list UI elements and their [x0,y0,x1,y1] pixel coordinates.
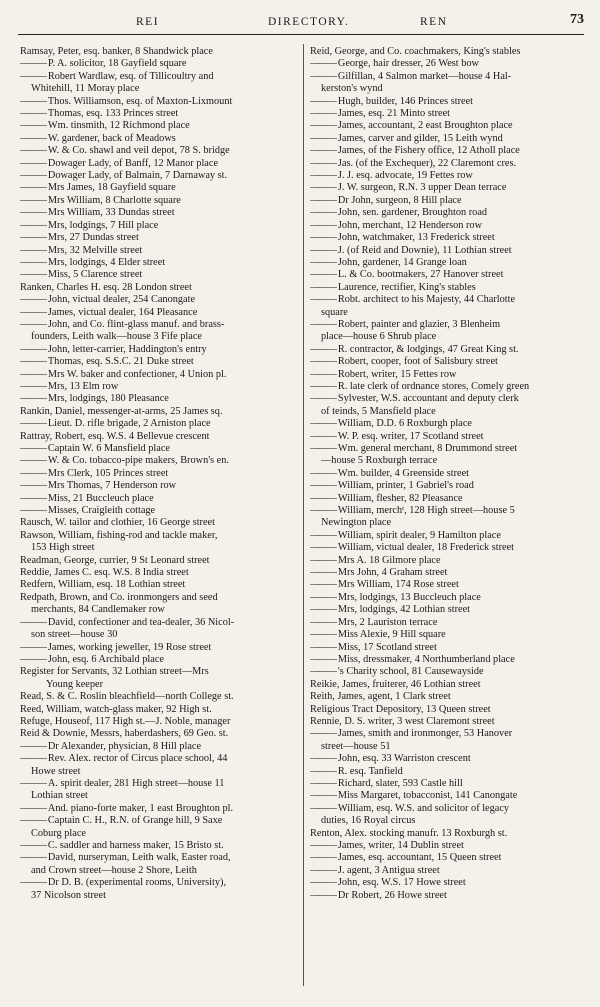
directory-entry: ——— James, of the Fishery office, 12 Atholl place [310,145,586,157]
directory-entry: street—house 51 [321,740,391,752]
directory-entry: ——— Dr John, surgeon, 8 Hill place [310,195,586,207]
left-column [20,46,300,902]
directory-entry: Reith, James, agent, 1 Clark street [310,691,451,703]
directory-entry: ——— Wm. general merchant, 8 Drummond street [310,443,586,455]
directory-entry: ——— J. W. surgeon, R.N. 3 upper Dean terrace [310,182,586,194]
directory-entry: Lothian street [31,790,88,802]
directory-entry: ——— Thos. Williamson, esq. of Maxton-Lixmount [20,96,300,108]
directory-entry: Readman, George, currier, 9 St Leonard street [20,554,210,566]
directory-entry: ——— John, and Co. flint-glass manuf. and brass- [20,319,300,331]
directory-entry: ——— John, esq. 6 Archibald place [20,654,300,666]
directory-entry: ——— James, smith and ironmonger, 53 Hanover [310,728,586,740]
directory-entry: ——— Miss, 21 Buccleuch place [20,493,300,505]
directory-entry: ——— William, D.D. 6 Roxburgh place [310,418,586,430]
directory-entry: Register for Servants, 32 Lothian street—Mrs [20,666,209,678]
directory-entry: Howe street [31,765,81,777]
directory-entry: ——— W. & Co. shawl and veil depot, 78 S. bridge [20,145,300,157]
directory-entry: ——— Dowager Lady, of Banff, 12 Manor place [20,158,300,170]
directory-entry: Rausch, W. tailor and clothier, 16 George street [20,517,215,529]
directory-entry: ——— Mrs James, 18 Gayfield square [20,182,300,194]
right-column [310,46,586,902]
directory-entry: ——— Robert, writer, 15 Fettes row [310,369,586,381]
directory-entry: ——— And. piano-forte maker, 1 east Broughton pl. [20,803,300,815]
directory-entry: ——— 's Charity school, 81 Causewayside [310,666,586,678]
directory-entry: duties, 16 Royal circus [321,815,416,827]
directory-entry: place—house 6 Shrub place [321,331,437,343]
directory-entry: kerston's wynd [321,83,383,95]
directory-entry: ——— C. saddler and harness maker, 15 Bristo st. [20,840,300,852]
directory-entry: ——— Thomas, esq. 133 Princes street [20,108,300,120]
directory-entry: ——— R. contractor, & lodgings, 47 Great King st. [310,344,586,356]
directory-entry: ——— Mrs Thomas, 7 Henderson row [20,480,300,492]
directory-entry: ——— Miss Alexie, 9 Hill square [310,629,586,641]
directory-entry: ——— John, merchant, 12 Henderson row [310,220,586,232]
directory-entry: ——— John, sen. gardener, Broughton road [310,207,586,219]
directory-entry: ——— John, letter-carrier, Haddington's entry [20,344,300,356]
directory-entry: Young keeper [46,678,104,690]
directory-entry: ——— Miss, dressmaker, 4 Northumberland place [310,654,586,666]
directory-entry: Renton, Alex. stocking manufr. 13 Roxburgh st. [310,827,508,839]
directory-entry: Redpath, Brown, and Co. ironmongers and seed [20,591,218,603]
directory-entry: ——— Richard, slater, 593 Castle hill [310,778,586,790]
directory-entry: Religious Tract Depository, 13 Queen street [310,703,491,715]
directory-entry: ——— R. late clerk of ordnance stores, Comely green [310,381,586,393]
directory-entry: ——— Sylvester, W.S. accountant and deputy clerk [310,393,586,405]
directory-entry: ——— James, working jeweller, 19 Rose street [20,642,300,654]
directory-entry: ——— James, writer, 14 Dublin street [310,840,586,852]
directory-entry: ——— Wm. builder, 4 Greenside street [310,468,586,480]
directory-entry: ——— James, esq. 21 Minto street [310,108,586,120]
directory-entry: Reid & Downie, Messrs, haberdashers, 69 Geo. st. [20,728,229,740]
header-right-word: REN [420,16,448,28]
directory-entry: ——— James, carver and gilder, 15 Leith wynd [310,133,586,145]
directory-entry: ——— Mrs, lodgings, 4 Elder street [20,257,300,269]
directory-entry: Refuge, Houseof, 117 High st.—J. Noble, manager [20,715,231,727]
directory-entry: ——— David, confectioner and tea-dealer, 36 Nicol- [20,617,300,629]
page-header [18,10,584,34]
directory-entry: and Crown street—house 2 Shore, Leith [31,864,197,876]
directory-entry: Redfern, William, esq. 18 Lothian street [20,579,186,591]
directory-entry: Whitehill, 11 Moray place [31,83,140,95]
directory-entry: Rattray, Robert, esq. W.S. 4 Bellevue crescent [20,430,210,442]
directory-entry: ——— Dr Robert, 26 Howe street [310,890,586,902]
directory-entry: ——— J. J. esq. advocate, 19 Fettes row [310,170,586,182]
header-rule [18,34,584,35]
directory-entry: ——— Mrs, 2 Lauriston terrace [310,617,586,629]
directory-entry: ——— James, accountant, 2 east Broughton place [310,120,586,132]
directory-entry: ——— Mrs William, 8 Charlotte square [20,195,300,207]
directory-entry: son street—house 30 [31,629,118,641]
directory-entry: ——— Miss, 5 Clarence street [20,269,300,281]
directory-entry: ——— Mrs W. baker and confectioner, 4 Union pl. [20,369,300,381]
directory-entry: ——— Gilfillan, 4 Salmon market—house 4 Hal- [310,71,586,83]
directory-entry: square [321,306,348,318]
directory-entry: ——— David, nurseryman, Leith walk, Easter road, [20,852,300,864]
directory-entry: ——— Mrs, 32 Melville street [20,245,300,257]
directory-entry: ——— William, flesher, 82 Pleasance [310,493,586,505]
directory-entry: ——— Mrs William, 33 Dundas street [20,207,300,219]
directory-entry: Ramsay, Peter, esq. banker, 8 Shandwick place [20,46,213,57]
directory-entry: ——— Mrs John, 4 Graham street [310,567,586,579]
directory-entry: ——— Dr D. B. (experimental rooms, University), [20,877,300,889]
directory-entry: Reddie, James C. esq. W.S. 8 India street [20,567,189,579]
directory-entry: ——— Rev. Alex. rector of Circus place school, 44 [20,753,300,765]
directory-entry: ——— Robert, cooper, foot of Salisbury street [310,356,586,368]
directory-entry: of teinds, 5 Mansfield place [321,405,436,417]
directory-entry: ——— Mrs, 13 Elm row [20,381,300,393]
directory-entry: ——— Hugh, builder, 146 Princes street [310,96,586,108]
directory-entry: ——— Misses, Craigleith cottage [20,505,300,517]
directory-entry: ——— John, esq. 33 Warriston crescent [310,753,586,765]
directory-entry: ——— Wm. tinsmith, 12 Richmond place [20,120,300,132]
directory-entry: Coburg place [31,827,86,839]
directory-entry: merchants, 84 Candlemaker row [31,604,165,616]
directory-entry: ——— Laurence, rectifier, King's stables [310,282,586,294]
directory-entry: 37 Nicolson street [31,889,106,901]
directory-entry: ——— Mrs, 27 Dundas street [20,232,300,244]
directory-entry: ——— Mrs, lodgings, 13 Buccleuch place [310,592,586,604]
directory-entry: Reed, William, watch-glass maker, 92 High st. [20,703,212,715]
directory-entry: ——— Thomas, esq. S.S.C. 21 Duke street [20,356,300,368]
directory-entry: ——— Miss, 17 Scotland street [310,642,586,654]
directory-entry: ——— J. (of Reid and Downie), 11 Lothian street [310,245,586,257]
page-number: 73 [570,12,584,27]
directory-entry: ——— James, victual dealer, 164 Pleasance [20,307,300,319]
directory-entry: Reikie, James, fruiterer, 46 Lothian street [310,678,481,690]
directory-entry: —house 5 Roxburgh terrace [321,455,438,467]
directory-entry: ——— Mrs, lodgings, 7 Hill place [20,220,300,232]
directory-entry: Reid, George, and Co. coachmakers, King's stables [310,46,521,57]
directory-entry: 153 High street [31,542,95,554]
directory-entry: ——— Jas. (of the Exchequer), 22 Claremont cres. [310,158,586,170]
directory-entry: ——— John, esq. W.S. 17 Howe street [310,877,586,889]
directory-entry: ——— Captain C. H., R.N. of Grange hill, 9 Saxe [20,815,300,827]
directory-entry: ——— P. A. solicitor, 18 Gayfield square [20,58,300,70]
directory-entry: ——— L. & Co. bootmakers, 27 Hanover street [310,269,586,281]
directory-entry: ——— William, victual dealer, 18 Frederick street [310,542,586,554]
directory-entry: ——— Mrs A. 18 Gilmore place [310,555,586,567]
directory-entry: Read, S. & C. Roslin bleachfield—north College st. [20,691,234,703]
directory-entry: ——— R. esq. Tanfield [310,766,586,778]
directory-entry: ——— John, victual dealer, 254 Canongate [20,294,300,306]
directory-entry: ——— W. & Co. tobacco-pipe makers, Brown's en. [20,455,300,467]
directory-entry: ——— W. gardener, back of Meadows [20,133,300,145]
directory-entry: ——— Dowager Lady, of Balmain, 7 Darnaway st. [20,170,300,182]
directory-entry: ——— Robert Wardlaw, esq. of Tillicoultry and [20,71,300,83]
directory-entry: Newington place [321,517,392,529]
directory-entry: Rennie, D. S. writer, 3 west Claremont street [310,715,495,727]
directory-entry: ——— George, hair dresser, 26 West bow [310,58,586,70]
directory-entry: ——— J. agent, 3 Antigua street [310,865,586,877]
directory-entry: ——— Mrs, lodgings, 180 Pleasance [20,393,300,405]
directory-entry: ——— Mrs William, 174 Rose street [310,579,586,591]
directory-entry: ——— William, esq. W.S. and solicitor of legacy [310,803,586,815]
directory-entry: ——— William, merchᵗ, 128 High street—house 5 [310,505,586,517]
directory-entry: Rankin, Daniel, messenger-at-arms, 25 James sq. [20,405,223,417]
directory-entry: ——— James, esq. accountant, 15 Queen street [310,852,586,864]
directory-entry: ——— Mrs Clerk, 105 Princes street [20,468,300,480]
directory-entry: Rawson, William, fishing-rod and tackle maker, [20,529,218,541]
directory-entry: ——— John, watchmaker, 13 Frederick street [310,232,586,244]
column-divider [303,44,304,986]
directory-entry: ——— William, spirit dealer, 9 Hamilton place [310,530,586,542]
directory-entry: ——— A. spirit dealer, 281 High street—house 11 [20,778,300,790]
directory-entry: ——— Mrs, lodgings, 42 Lothian street [310,604,586,616]
directory-entry: ——— Robt. architect to his Majesty, 44 Charlotte [310,294,586,306]
directory-entry: ——— John, gardener, 14 Grange loan [310,257,586,269]
directory-entry: ——— Dr Alexander, physician, 8 Hill place [20,741,300,753]
directory-entry: ——— William, printer, 1 Gabriel's road [310,480,586,492]
header-title: DIRECTORY. [268,16,350,28]
header-left-word: REI [136,16,160,28]
directory-entry: ——— Lieut. D. rifle brigade, 2 Arniston place [20,418,300,430]
directory-entry: ——— W. P. esq. writer, 17 Scotland street [310,431,586,443]
directory-entry: Ranken, Charles H. esq. 28 London street [20,281,192,293]
directory-entry: ——— Captain W. 6 Mansfield place [20,443,300,455]
directory-entry: ——— Robert, painter and glazier, 3 Blenheim [310,319,586,331]
directory-entry: founders, Leith walk—house 3 Fife place [31,331,202,343]
directory-entry: ——— Miss Margaret, tobacconist, 141 Canongate [310,790,586,802]
